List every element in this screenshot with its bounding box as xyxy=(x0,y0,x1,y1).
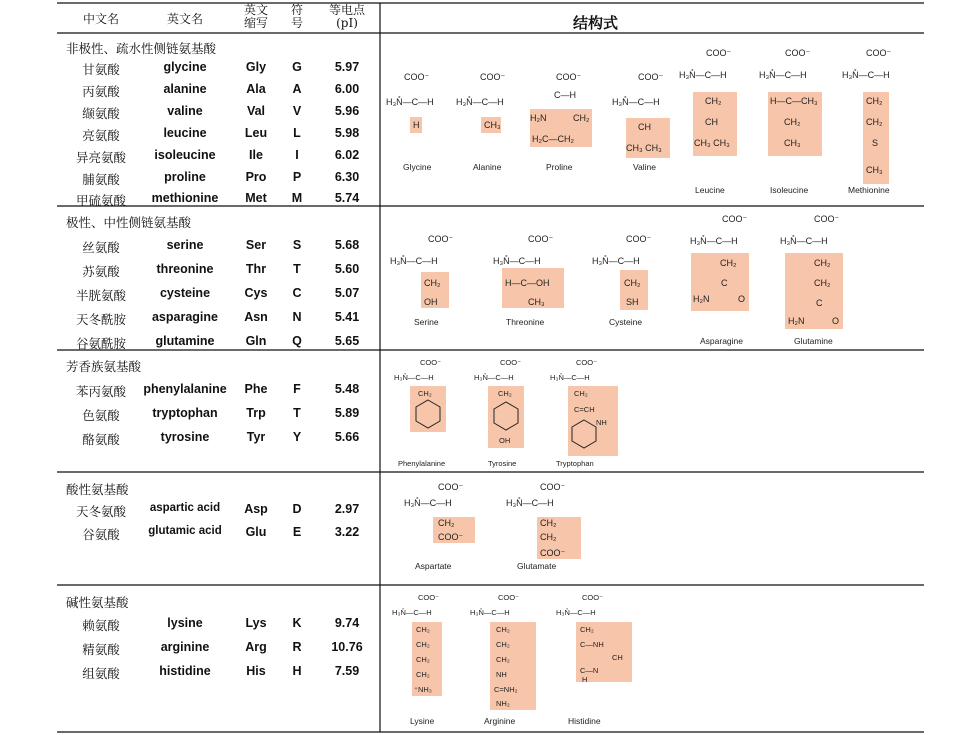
en-name: glutamine xyxy=(155,334,215,348)
svg-text:COO⁻: COO⁻ xyxy=(404,72,430,82)
svg-text:H—C—CH₃: H—C—CH₃ xyxy=(770,96,818,106)
symbol: G xyxy=(292,60,302,74)
svg-text:COO⁻: COO⁻ xyxy=(626,234,652,244)
pi-value: 10.76 xyxy=(331,640,363,654)
en-name: isoleucine xyxy=(154,148,216,162)
svg-text:CH₂: CH₂ xyxy=(496,655,510,664)
structure-label-tyrosine: Tyrosine xyxy=(488,459,517,468)
svg-text:CH₂: CH₂ xyxy=(438,518,455,528)
pi-value: 5.74 xyxy=(334,191,360,205)
pi-value: 5.41 xyxy=(334,310,360,324)
svg-text:CH: CH xyxy=(612,653,623,662)
svg-text:COO⁻: COO⁻ xyxy=(814,214,840,224)
pi-value: 5.89 xyxy=(334,406,360,420)
svg-text:CH₂: CH₂ xyxy=(580,625,594,634)
pi-value: 5.07 xyxy=(334,286,360,300)
symbol: I xyxy=(295,148,299,162)
svg-text:COO⁻: COO⁻ xyxy=(428,234,454,244)
abbr: His xyxy=(246,664,266,678)
svg-text:H₃N̊—C—H: H₃N̊—C—H xyxy=(612,97,660,107)
svg-text:H—C—OH: H—C—OH xyxy=(505,278,550,288)
svg-text:H₂N: H₂N xyxy=(530,113,547,123)
svg-text:SH: SH xyxy=(626,297,639,307)
pi-value: 5.97 xyxy=(334,60,360,74)
structure-label-asparagine: Asparagine xyxy=(700,336,744,346)
structure-label-aspartate: Aspartate xyxy=(415,561,452,571)
abbr: Ile xyxy=(249,148,263,162)
svg-text:CH₂: CH₂ xyxy=(705,96,722,106)
header-cn-name: 中文名 xyxy=(82,12,119,26)
pi-value: 5.68 xyxy=(334,238,360,252)
svg-text:H₃N̊—C—H: H₃N̊—C—H xyxy=(592,256,640,266)
en-name: arginine xyxy=(160,640,210,654)
symbol: Q xyxy=(292,334,302,348)
pi-value: 5.66 xyxy=(334,430,360,444)
en-name: proline xyxy=(164,170,206,184)
structure-label-arginine: Arginine xyxy=(484,716,516,726)
side-chain-highlights xyxy=(410,92,889,710)
en-name: tyrosine xyxy=(160,430,210,444)
svg-text:CH₂: CH₂ xyxy=(416,640,430,649)
symbol: C xyxy=(292,286,302,300)
en-name: glutamic acid xyxy=(148,525,222,537)
abbr: Val xyxy=(246,104,266,118)
svg-text:CH₂: CH₂ xyxy=(540,532,557,542)
header-abbr-line1: 英文 xyxy=(243,3,268,17)
cn-name: 苯丙氨酸 xyxy=(75,384,126,399)
en-name: serine xyxy=(166,238,204,252)
group-title-basic: 碱性氨基酸 xyxy=(66,595,129,610)
svg-text:CH₂: CH₂ xyxy=(416,670,430,679)
svg-text:CH₂: CH₂ xyxy=(416,655,430,664)
pi-value: 3.22 xyxy=(334,525,360,539)
structure-label-cysteine: Cysteine xyxy=(609,317,643,327)
cn-name: 脯氨酸 xyxy=(82,172,120,187)
abbr: Tyr xyxy=(246,430,266,444)
svg-text:OH: OH xyxy=(499,436,511,445)
svg-text:C=CH: C=CH xyxy=(574,405,595,414)
pi-value: 5.65 xyxy=(334,334,360,348)
cn-name: 天冬氨酸 xyxy=(75,504,126,519)
svg-text:H₃N̊—C—H: H₃N̊—C—H xyxy=(470,608,510,617)
svg-text:H₃N̊—C—H: H₃N̊—C—H xyxy=(456,97,504,107)
symbol: S xyxy=(292,238,302,252)
svg-text:COO⁻: COO⁻ xyxy=(438,482,464,492)
svg-text:CH₂: CH₂ xyxy=(416,625,430,634)
svg-text:H₃N̊—C—H: H₃N̊—C—H xyxy=(386,97,434,107)
abbr: Asp xyxy=(244,502,268,516)
svg-text:C=NH₂: C=NH₂ xyxy=(494,685,518,694)
en-name: threonine xyxy=(156,262,214,276)
pi-value: 5.60 xyxy=(334,262,360,276)
pi-value: 5.96 xyxy=(334,104,360,118)
pi-value: 5.98 xyxy=(334,126,360,140)
en-name: histidine xyxy=(159,664,211,678)
svg-text:COO⁻: COO⁻ xyxy=(582,593,604,602)
abbr: Phe xyxy=(244,382,268,396)
header-pi-line1: 等电点 xyxy=(328,3,365,17)
svg-text:COO⁻: COO⁻ xyxy=(420,358,442,367)
svg-text:H₃N̊—C—H: H₃N̊—C—H xyxy=(392,608,432,617)
svg-text:NH₂: NH₂ xyxy=(496,699,510,708)
svg-text:COO⁻: COO⁻ xyxy=(498,593,520,602)
svg-text:CH₂: CH₂ xyxy=(424,278,441,288)
svg-text:COO⁻: COO⁻ xyxy=(638,72,664,82)
group-title-nonpolar: 非极性、疏水性侧链氨基酸 xyxy=(66,41,217,56)
en-name: glycine xyxy=(163,60,207,74)
svg-text:COO⁻: COO⁻ xyxy=(438,532,464,542)
svg-text:H: H xyxy=(582,675,588,684)
symbol: N xyxy=(292,310,302,324)
svg-text:H₃N̊—C—H: H₃N̊—C—H xyxy=(690,236,738,246)
structure-label-valine: Valine xyxy=(633,162,656,172)
pi-value: 6.30 xyxy=(334,170,360,184)
svg-text:H₃N̊—C—H: H₃N̊—C—H xyxy=(394,373,434,382)
svg-text:CH₂: CH₂ xyxy=(498,389,512,398)
header-symbol-line2: 号 xyxy=(290,16,303,30)
header-symbol-line1: 符 xyxy=(290,3,303,17)
symbol: M xyxy=(291,191,303,205)
svg-text:COO⁻: COO⁻ xyxy=(576,358,598,367)
symbol: P xyxy=(292,170,302,184)
structure-label-glutamine: Glutamine xyxy=(794,336,833,346)
abbr: Met xyxy=(245,191,267,205)
header-en-name: 英文名 xyxy=(166,12,203,26)
svg-text:COO⁻: COO⁻ xyxy=(418,593,440,602)
cn-name: 苏氨酸 xyxy=(82,264,120,279)
cn-name: 丙氨酸 xyxy=(82,84,120,99)
svg-text:C: C xyxy=(816,298,823,308)
svg-text:NH: NH xyxy=(596,418,607,427)
symbol: L xyxy=(293,126,301,140)
symbol: H xyxy=(292,664,302,678)
svg-text:CH₂: CH₂ xyxy=(496,640,510,649)
svg-text:H₃N̊—C—H: H₃N̊—C—H xyxy=(404,498,452,508)
svg-text:COO⁻: COO⁻ xyxy=(540,548,566,558)
cn-name: 亮氨酸 xyxy=(82,128,120,143)
abbr: Thr xyxy=(245,262,267,276)
cn-name: 酪氨酸 xyxy=(82,432,120,447)
svg-text:CH₂: CH₂ xyxy=(866,96,883,106)
svg-text:H₃N̊—C—H: H₃N̊—C—H xyxy=(679,70,727,80)
structure-label-histidine: Histidine xyxy=(568,716,601,726)
svg-text:COO⁻: COO⁻ xyxy=(556,72,582,82)
svg-text:NH: NH xyxy=(496,670,507,679)
svg-text:COO⁻: COO⁻ xyxy=(480,72,506,82)
svg-text:CH₂: CH₂ xyxy=(866,117,883,127)
abbr: Lys xyxy=(245,616,267,630)
svg-text:CH₂: CH₂ xyxy=(418,389,432,398)
structure-label-tryptophan: Tryptophan xyxy=(556,459,594,468)
svg-text:⁺NH₃: ⁺NH₃ xyxy=(414,685,432,694)
structure-labels xyxy=(398,162,890,726)
structure-label-serine: Serine xyxy=(414,317,439,327)
svg-text:CH₂: CH₂ xyxy=(814,278,831,288)
svg-text:S: S xyxy=(872,138,879,148)
cn-name: 天冬酰胺 xyxy=(75,312,126,327)
svg-text:H₂C—CH₂: H₂C—CH₂ xyxy=(532,134,574,144)
symbol: D xyxy=(292,502,302,516)
structure-label-glutamate: Glutamate xyxy=(517,561,557,571)
svg-text:COO⁻: COO⁻ xyxy=(540,482,566,492)
abbr: Glu xyxy=(245,525,267,539)
symbol: K xyxy=(292,616,302,630)
cn-name: 甘氨酸 xyxy=(82,62,120,77)
structure-label-isoleucine: Isoleucine xyxy=(770,185,809,195)
svg-text:COO⁻: COO⁻ xyxy=(500,358,522,367)
symbol: A xyxy=(292,82,302,96)
structure-label-proline: Proline xyxy=(546,162,573,172)
svg-text:C: C xyxy=(721,278,728,288)
structure-label-threonine: Threonine xyxy=(506,317,545,327)
abbr: Pro xyxy=(245,170,267,184)
cn-name: 色氨酸 xyxy=(82,408,120,423)
svg-text:O: O xyxy=(738,294,746,304)
structure-label-methionine: Methionine xyxy=(848,185,890,195)
svg-text:H₃N̊—C—H: H₃N̊—C—H xyxy=(842,70,890,80)
svg-text:H₃N̊—C—H: H₃N̊—C—H xyxy=(493,256,541,266)
svg-text:CH₃: CH₃ xyxy=(866,165,883,175)
svg-text:COO⁻: COO⁻ xyxy=(785,48,811,58)
svg-text:COO⁻: COO⁻ xyxy=(866,48,892,58)
svg-text:OH: OH xyxy=(424,297,438,307)
en-name: asparagine xyxy=(151,310,218,324)
svg-text:C—H: C—H xyxy=(554,90,576,100)
svg-text:C—N: C—N xyxy=(580,666,599,675)
svg-text:COO⁻: COO⁻ xyxy=(528,234,554,244)
structure-label-alanine: Alanine xyxy=(473,162,502,172)
svg-text:CH₂: CH₂ xyxy=(573,113,590,123)
svg-text:O: O xyxy=(832,316,840,326)
pi-value: 6.02 xyxy=(334,148,360,162)
abbr: Gln xyxy=(245,334,267,348)
svg-text:H₃N̊—C—H: H₃N̊—C—H xyxy=(556,608,596,617)
structure-label-glycine: Glycine xyxy=(403,162,432,172)
abbr: Asn xyxy=(244,310,268,324)
pi-value: 5.48 xyxy=(334,382,360,396)
en-name: leucine xyxy=(163,126,207,140)
en-name: aspartic acid xyxy=(149,502,221,514)
cn-name: 缬氨酸 xyxy=(82,106,120,121)
svg-text:C—NH: C—NH xyxy=(580,640,604,649)
symbol: F xyxy=(293,382,301,396)
symbol: V xyxy=(292,104,302,118)
svg-text:CH₂: CH₂ xyxy=(814,258,831,268)
svg-text:H₃N̊—C—H: H₃N̊—C—H xyxy=(759,70,807,80)
en-name: methionine xyxy=(151,191,219,205)
abbr: Arg xyxy=(245,640,267,654)
svg-text:CH₂: CH₂ xyxy=(784,117,801,127)
svg-text:CH₃: CH₃ xyxy=(528,297,545,307)
symbol: T xyxy=(293,262,301,276)
svg-text:H₂N: H₂N xyxy=(788,316,805,326)
svg-text:CH₂: CH₂ xyxy=(496,625,510,634)
cn-name: 谷氨酸 xyxy=(82,527,120,542)
svg-text:H₃N̊—C—H: H₃N̊—C—H xyxy=(780,236,828,246)
pi-value: 9.74 xyxy=(334,616,360,630)
svg-text:CH₃ CH₃: CH₃ CH₃ xyxy=(694,138,730,148)
symbol: E xyxy=(292,525,302,539)
abbr: Leu xyxy=(244,126,268,140)
en-name: tryptophan xyxy=(152,406,218,420)
cn-name: 异亮氨酸 xyxy=(75,150,126,165)
en-name: cysteine xyxy=(159,286,211,300)
group-title-aromatic: 芳香族氨基酸 xyxy=(66,359,142,374)
svg-text:CH₂: CH₂ xyxy=(624,278,641,288)
abbr: Trp xyxy=(246,406,266,420)
svg-text:CH₂: CH₂ xyxy=(720,258,737,268)
structure-label-phenylalanine: Phenylalanine xyxy=(398,459,446,468)
group-title-acidic: 酸性氨基酸 xyxy=(66,482,129,497)
cn-name: 半胱氨酸 xyxy=(75,288,126,303)
structure-title: 结构式 xyxy=(573,14,619,32)
abbr: Ala xyxy=(246,82,266,96)
en-name: phenylalanine xyxy=(143,382,227,396)
abbr: Ser xyxy=(245,238,267,252)
structure-label-leucine: Leucine xyxy=(695,185,725,195)
svg-text:CH₃ CH₃: CH₃ CH₃ xyxy=(626,143,662,153)
svg-text:COO⁻: COO⁻ xyxy=(706,48,732,58)
en-name: alanine xyxy=(163,82,207,96)
pi-value: 2.97 xyxy=(334,502,360,516)
abbr: Cys xyxy=(244,286,268,300)
symbol: R xyxy=(292,640,302,654)
cn-name: 甲硫氨酸 xyxy=(75,193,126,208)
svg-text:CH: CH xyxy=(638,122,651,132)
group-title-polar: 极性、中性侧链氨基酸 xyxy=(66,215,192,230)
svg-text:CH₂: CH₂ xyxy=(540,518,557,528)
pi-value: 6.00 xyxy=(334,82,360,96)
svg-text:H₂N: H₂N xyxy=(693,294,710,304)
svg-text:H₃N̊—C—H: H₃N̊—C—H xyxy=(474,373,514,382)
svg-text:H: H xyxy=(413,120,420,130)
cn-name: 精氨酸 xyxy=(82,642,120,657)
svg-text:H₃N̊—C—H: H₃N̊—C—H xyxy=(506,498,554,508)
symbol: T xyxy=(293,406,301,420)
svg-text:CH: CH xyxy=(705,117,718,127)
en-name: lysine xyxy=(167,616,203,630)
cn-name: 谷氨酰胺 xyxy=(75,336,126,351)
structure-label-lysine: Lysine xyxy=(410,716,435,726)
pi-value: 7.59 xyxy=(334,664,360,678)
abbr: Gly xyxy=(245,60,267,74)
svg-text:H₃N̊—C—H: H₃N̊—C—H xyxy=(390,256,438,266)
cn-name: 组氨酸 xyxy=(82,666,120,681)
svg-text:CH₃: CH₃ xyxy=(484,120,501,130)
svg-text:CH₃: CH₃ xyxy=(784,138,801,148)
header-pi-line2: (pI) xyxy=(336,16,358,30)
svg-text:COO⁻: COO⁻ xyxy=(722,214,748,224)
header-abbr-line2: 缩写 xyxy=(243,16,268,30)
svg-text:CH₂: CH₂ xyxy=(574,389,588,398)
svg-text:H₃N̊—C—H: H₃N̊—C—H xyxy=(550,373,590,382)
cn-name: 丝氨酸 xyxy=(82,240,120,255)
symbol: Y xyxy=(292,430,302,444)
cn-name: 赖氨酸 xyxy=(82,618,120,633)
en-name: valine xyxy=(167,104,203,118)
